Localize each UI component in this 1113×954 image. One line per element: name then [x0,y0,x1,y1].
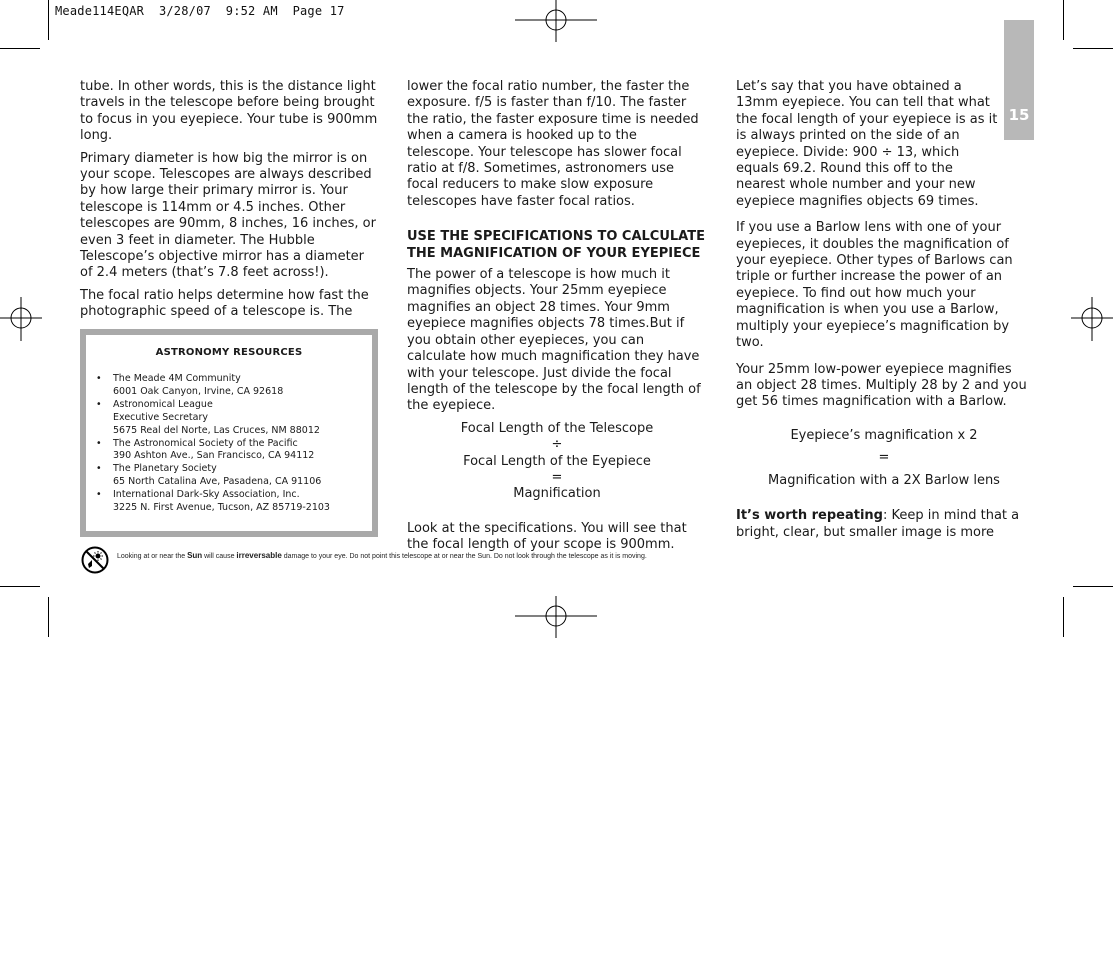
registration-mark-right [1071,297,1113,341]
resource-name: International Dark-Sky Association, Inc. [113,489,300,501]
paragraph: lower the focal ratio number, the faster the exposure. f/5 is faster than f/10. The faster the ratio, the faster exposure time is needed when a camera is hooked up to the telescope. Your telescope has slower focal ratio at f/8. Sometimes, astronomers use focal reducers to make slow exposure telescopes have faster focal ratios. [407,79,699,209]
list-item: • The Meade 4M Community 6001 Oak Canyon, Irvine, CA 92618 [92,373,366,399]
column-1 [80,79,380,327]
sun-warning-icon [81,546,109,574]
paragraph: The power of a telescope is how much it magnifies objects. Your 25mm eyepiece magnifies an object 28 times. Your 9mm eyepiece magnifies objects 78 times.But if you obtain other eyepieces, you can calculate how much magnification they have with your telescope. Just divide the focal length of the telescope by the focal length of the eyepiece. [407,267,701,414]
paragraph: If you use a Barlow lens with one of your eyepieces, it doubles the magnification of your eyepiece. Other types of Barlows can triple or further increase the power of an eyepiece. To find out how much your magnification is when you use a Barlow, multiply your eyepiece’s magnification by two. [736,220,1013,351]
resource-name: The Astronomical Society of the Pacific [113,437,298,449]
resource-line: Executive Secretary [113,411,208,423]
sun-warning-text: Looking at or near the Sun will cause irreversable damage to your eye. Do not point this telescope at or near the Sun. Do not look through the telescope as it is moving. [117,551,647,560]
registration-mark-left [0,297,42,341]
list-item: • Astronomical League Executive Secretary 5675 Real del Norte, Las Cruces, NM 88012 [92,399,366,438]
column-2 [407,79,707,560]
warning-sun: Sun [187,551,203,560]
list-item: • The Planetary Society 65 North Catalina Ave, Pasadena, CA 91106 [92,463,366,489]
magnification-formula [407,421,707,503]
print-slug: Meade114EQAR 3/28/07 9:52 AM Page 17 [55,4,345,18]
paragraph: tube. In other words, this is the distance light travels in the telescope before being brought to focus in you eyepiece. Your tube is 900mm long. [80,79,378,144]
list-item: • The Astronomical Society of the Pacific 390 Ashton Ave., San Francisco, CA 94112 [92,438,366,464]
formula-line: = [551,469,563,485]
resource-name: The Meade 4M Community [113,373,241,384]
resource-line: 65 North Catalina Ave, Pasadena, CA 91106 [113,476,322,488]
formula-line: Magnification with a 2X Barlow lens [768,472,1000,488]
paragraph: Your 25mm low-power eyepiece magnifies an object 28 times. Multiply 28 by 2 and you get 56 times magnification with a Barlow. [736,361,1027,410]
astronomy-resources-box [80,329,378,537]
paragraph: Look at the specifications. You will see that the focal length of your scope is 900mm. [407,520,687,553]
page-number: 15 [1008,106,1030,124]
resources-title: ASTRONOMY RESOURCES [155,347,303,358]
emphasis-lead: It’s worth repeating [736,508,883,524]
barlow-formula [736,425,1032,493]
paragraph: Primary diameter is how big the mirror is on your scope. Telescopes are always described by how large their primary mirror is. Your telescope is 114mm or 4.5 inches. Other telescopes are 90mm, 8 inches, 16 inches, or even 3 feet in diameter. The Hubble Telescope’s objective mirror has a diameter of 2.4 meters (that’s 7.8 feet across!). [80,150,376,281]
registration-mark-top [515,0,597,42]
section-heading: USE THE SPECIFICATIONS TO CALCULATE THE MAGNIFICATION OF YOUR EYEPIECE [407,229,705,261]
formula-line: ÷ [551,437,563,453]
formula-line: Focal Length of the Eyepiece [463,453,651,469]
resources-list [92,373,366,515]
registration-mark-bottom [515,596,597,638]
resource-line: 6001 Oak Canyon, Irvine, CA 92618 [113,385,284,397]
formula-line: = [878,450,890,466]
formula-line: Focal Length of the Telescope [460,420,654,436]
column-3 [736,79,1028,547]
resource-name: The Planetary Society [113,463,217,475]
resource-line: 3225 N. First Avenue, Tucson, AZ 85719-2103 [113,502,330,514]
warning-irreversable: irreversable [236,551,282,560]
paragraph: Let’s say that you have obtained a 13mm eyepiece. You can tell that what the focal length of your eyepiece is as it is always printed on the side of an eyepiece. Divide: 900 ÷ 13, which equals 69.2. Round this off to the nearest whole number and your new eyepiece magnifies objects 69 times. [736,79,998,209]
formula-line: Eyepiece’s magnification x 2 [790,427,978,443]
resource-line: 5675 Real del Norte, Las Cruces, NM 88012 [113,424,320,436]
list-item: • International Dark-Sky Association, Inc. 3225 N. First Avenue, Tucson, AZ 85719-2103 [92,489,366,515]
resource-name: Astronomical League [113,398,213,410]
formula-line: Magnification [513,486,601,502]
resource-line: 390 Ashton Ave., San Francisco, CA 94112 [113,450,315,462]
paragraph: The focal ratio helps determine how fast the photographic speed of a telescope is. The [80,287,369,320]
paragraph: It’s worth repeating: Keep in mind that a bright, clear, but smaller image is more [736,508,1020,540]
